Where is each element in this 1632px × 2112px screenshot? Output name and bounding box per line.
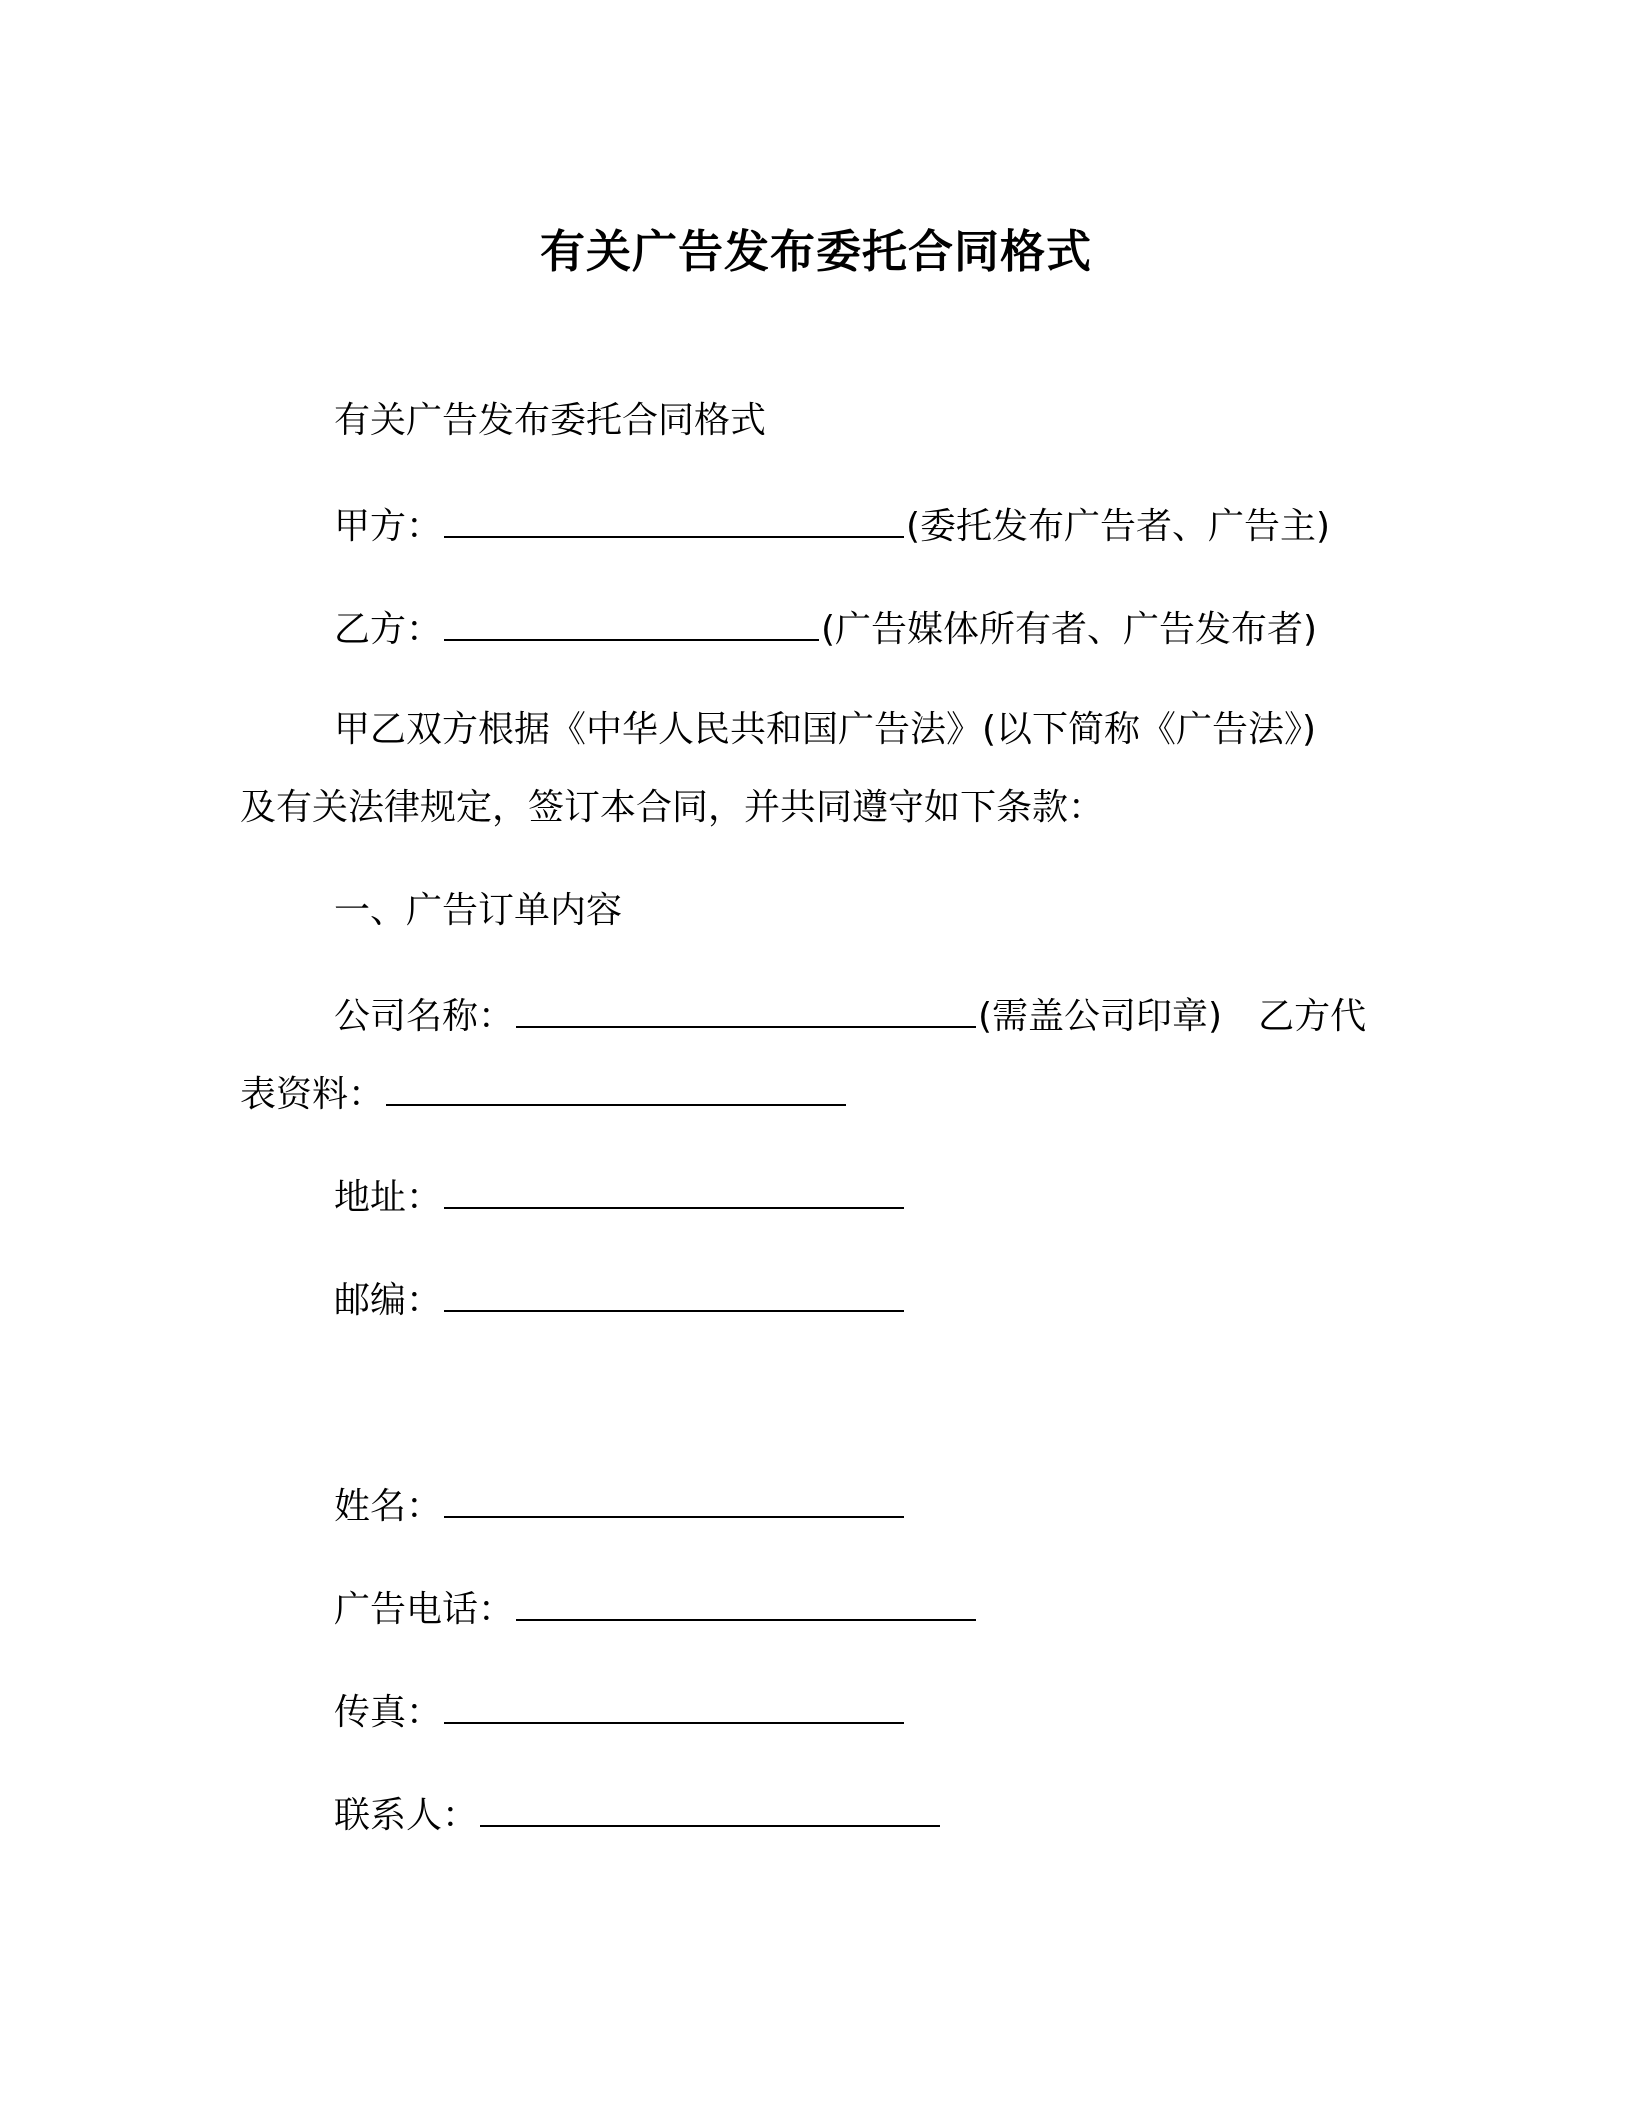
contact-label: 联系人： xyxy=(334,1795,479,1836)
document-title: 有关广告发布委托合同格式 xyxy=(539,225,1092,278)
company-name-line xyxy=(334,990,1366,1041)
ad-phone-blank xyxy=(516,1583,976,1621)
name-label: 姓名： xyxy=(334,1486,443,1527)
postcode-label: 邮编： xyxy=(334,1280,443,1321)
party-b-label: 乙方： xyxy=(334,609,443,650)
contact-line xyxy=(334,1789,942,1840)
company-name-label: 公司名称： xyxy=(334,996,515,1037)
address-line xyxy=(334,1171,906,1222)
party-b-note: (广告媒体所有者、广告发布者) xyxy=(821,609,1318,650)
fax-blank xyxy=(444,1686,904,1724)
postcode-line xyxy=(334,1274,906,1325)
rep-info-line xyxy=(240,1068,848,1119)
rep-info-blank xyxy=(386,1068,846,1106)
name-line xyxy=(334,1480,906,1531)
party-a-label: 甲方： xyxy=(334,506,443,547)
fax-line xyxy=(334,1686,906,1737)
company-name-blank xyxy=(516,990,976,1028)
postcode-blank xyxy=(444,1274,904,1312)
subtitle: 有关广告发布委托合同格式 xyxy=(334,400,767,441)
name-blank xyxy=(444,1480,904,1518)
party-a-note: (委托发布广告者、广告主) xyxy=(906,506,1331,547)
party-a-line xyxy=(334,500,1330,551)
fax-label: 传真： xyxy=(334,1692,443,1733)
party-a-blank xyxy=(444,500,904,538)
ad-phone-line xyxy=(334,1583,978,1634)
preamble-line-1: 甲乙双方根据《中华人民共和国广告法》(以下简称《广告法》) xyxy=(334,709,1317,750)
company-name-note: (需盖公司印章) 乙方代 xyxy=(978,996,1367,1037)
rep-info-label: 表资料： xyxy=(240,1074,385,1115)
party-b-line xyxy=(334,603,1317,654)
party-b-blank xyxy=(444,603,819,641)
section-1-heading: 一、广告订单内容 xyxy=(334,890,623,931)
contact-blank xyxy=(480,1789,940,1827)
address-label: 地址： xyxy=(334,1177,443,1218)
preamble-line-2: 及有关法律规定，签订本合同，并共同遵守如下条款： xyxy=(240,787,1105,828)
ad-phone-label: 广告电话： xyxy=(334,1589,515,1630)
address-blank xyxy=(444,1171,904,1209)
